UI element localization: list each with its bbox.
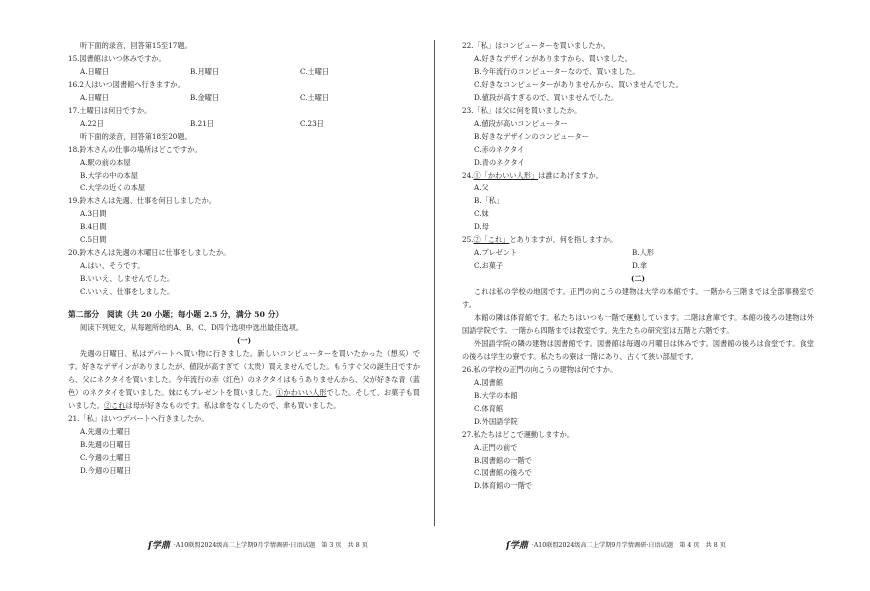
page-divider [434,40,435,526]
option-b: B.好きなデザインのコンピューター [474,131,589,141]
page-3-footer [148,538,368,551]
question-17: 17.土曜日は何日ですか。 [68,105,152,115]
option-c: C.図書館の後ろで [474,468,532,478]
passage-2-paragraph-2: 本館の隣は体育館です。私たちはいつも一階で運動しています。二階は倉庫です。本館の後ろの建物は外国語学院です。一階から四階までは教室です。先生たちの研究室は五階と六階です。 [462,313,814,335]
option-b: B.今年流行のコンピューターなので、買いました。 [474,66,640,76]
option-c: C.今週の土曜日 [80,452,131,462]
option-d: D.値段が高すぎるので、買いませんでした。 [474,92,619,102]
footer-text: ·A10联盟2024级高二上学期9月学情调研·日语试题 第 4 页 共 8 页 [531,542,726,549]
option-b: B.21日 [190,118,214,128]
option-c: C.いいえ、仕事をしました。 [80,287,175,297]
passage-1-label: (一) [237,335,251,345]
publisher-logo: ſ学鼎 [506,541,528,551]
part-2-instruction: 阅读下列短文，从每题所给的A、B、C、D四个选项中选出最佳选项。 [80,323,303,333]
option-b: B.図書館の一階で [474,455,532,465]
publisher-logo: ſ学鼎 [148,541,170,551]
question-20: 20.鈴木さんは先週の木曜日に仕事をしましたか。 [68,248,231,258]
question-15: 15.図書館はいつ休みですか。 [68,53,166,63]
option-b: B.人形 [632,248,654,258]
option-a: A.3日間 [80,209,107,219]
listening-instruction-18-20: 听下面的录音，回答第18至20题。 [80,131,192,141]
option-d: D.青のネクタイ [474,157,525,167]
option-d: D.今週の日曜日 [80,465,131,475]
option-c: C.5日間 [80,235,107,245]
page-3-column [68,40,420,477]
option-c: C.23日 [300,118,324,128]
option-c: C.大学の近くの本屋 [80,183,146,193]
question-16-options [68,92,420,105]
question-16: 16.2人はいつ図書館へ行きますか。 [68,79,185,89]
question-18: 18.鈴木さんの仕事の場所はどこですか。 [68,144,202,154]
option-b: B.「私」 [474,196,504,206]
question-19: 19.鈴木さんは先週、仕事を何日しましたか。 [68,196,216,206]
question-21: 21.「私」はいつデパートへ行きましたか。 [68,413,209,423]
option-c: C.妹 [474,209,489,219]
passage-2-paragraph-3: 外国語学院の隣の建物は図書館です。図書館は毎週の月曜日は休みです。図書館の後ろは食堂です。食堂の後ろは学生の寮です。私たちの寮は一階にあり、古くて狭い部屋です。 [462,338,814,361]
option-a: A.駅の前の本屋 [80,157,131,167]
option-a: A.はい、そうです。 [80,261,145,271]
option-b: B.大学の本館 [474,390,518,400]
question-17-options [68,118,420,131]
listening-instruction-15-17: 听下面的录音，回答第15至17题。 [80,41,192,50]
option-d: D.母 [474,222,489,232]
option-a: A.22日 [80,118,104,128]
underlined-phrase: ②「これ」 [473,235,510,245]
option-d: D.体育館の一階で [474,481,533,491]
question-24: 24.①「かわいい人形」は誰にあげますか。 [462,170,603,180]
option-b: B.大学の中の本屋 [80,170,138,180]
page-4-footer [506,538,726,551]
question-22: 22.「私」はコンピューターを買いましたか。 [462,41,610,50]
part-2-title: 第二部分 阅读（共 20 小题；每小题 2.5 分，满分 50 分） [68,310,284,320]
option-a: A.正門の前で [474,442,518,452]
option-c: C.土曜日 [300,66,330,76]
footer-text: ·A10联盟2024级高二上学期9月学情调研·日语试题 第 3 页 共 8 页 [173,542,368,549]
question-27: 27.私たちはどこで運動しますか。 [462,429,575,439]
option-b: B.4日間 [80,222,107,232]
option-c: C.好きなコンピューターがありませんから、買いませんでした。 [474,79,683,89]
option-a: A.プレゼント [474,248,518,258]
question-15-options [68,66,420,79]
question-23: 23.「私」は父に何を買いましたか。 [462,105,582,115]
option-a: A.先週の土曜日 [80,426,131,436]
option-a: A.図書館 [474,377,504,387]
passage-2-paragraph-1: これは私の学校の地図です。正門の向こうの建物は大学の本館です。一階から三階までは全部事務室です。 [462,287,814,310]
underlined-kore: ②これ [103,400,126,410]
option-c: C.体育館 [474,403,504,413]
question-26: 26.私の学校の正門の向こうの建物は何ですか。 [462,364,618,374]
option-b: B.金曜日 [190,92,220,102]
passage-2-label: (二) [631,274,645,284]
underlined-phrase: ①「かわいい人形」 [473,170,539,180]
option-d: D.傘 [632,261,647,271]
option-c: C.お菓子 [474,261,504,271]
option-a: A.日曜日 [80,92,110,102]
option-a: A.日曜日 [80,66,110,76]
option-a: A.値段が高いコンピューター [474,118,568,128]
option-c: C.土曜日 [300,92,330,102]
option-b: B.月曜日 [190,66,220,76]
page-4-column [462,40,814,493]
passage-1-text: 先週の日曜日、私はデパートへ買い物に行きました。新しいコンピューターを買いたかった（想买）です。好きなデザインがありましたが、値段が高すぎて（太贵）買えませんでした。もうすぐ父の誕生日ですから、父にネクタイを買いました。今年流行の赤（红色）のネクタイはもうありませんから、父が好きな青（蓝色）のネクタイを買いました。妹にもプレゼントを買いました。①かわいい人形でした。そして、お菓子も買いました。②これは母が好きなものです。私は傘をなくしたので、傘も買いました。 [68,348,420,410]
option-d: D.外国語学院 [474,416,518,426]
question-25-options-row-1 [462,247,814,260]
underlined-doll: ①かわいい人形 [276,387,327,397]
question-25: 25.②「これ」とありますが、何を指しますか。 [462,235,618,245]
option-b: B.先週の日曜日 [80,439,131,449]
question-25-options-row-2 [462,260,814,273]
option-a: A.好きなデザインがありますから、買いました。 [474,53,632,63]
option-b: B.いいえ、しませんでした。 [80,274,175,284]
option-a: A.父 [474,183,489,193]
option-c: C.赤のネクタイ [474,144,525,154]
